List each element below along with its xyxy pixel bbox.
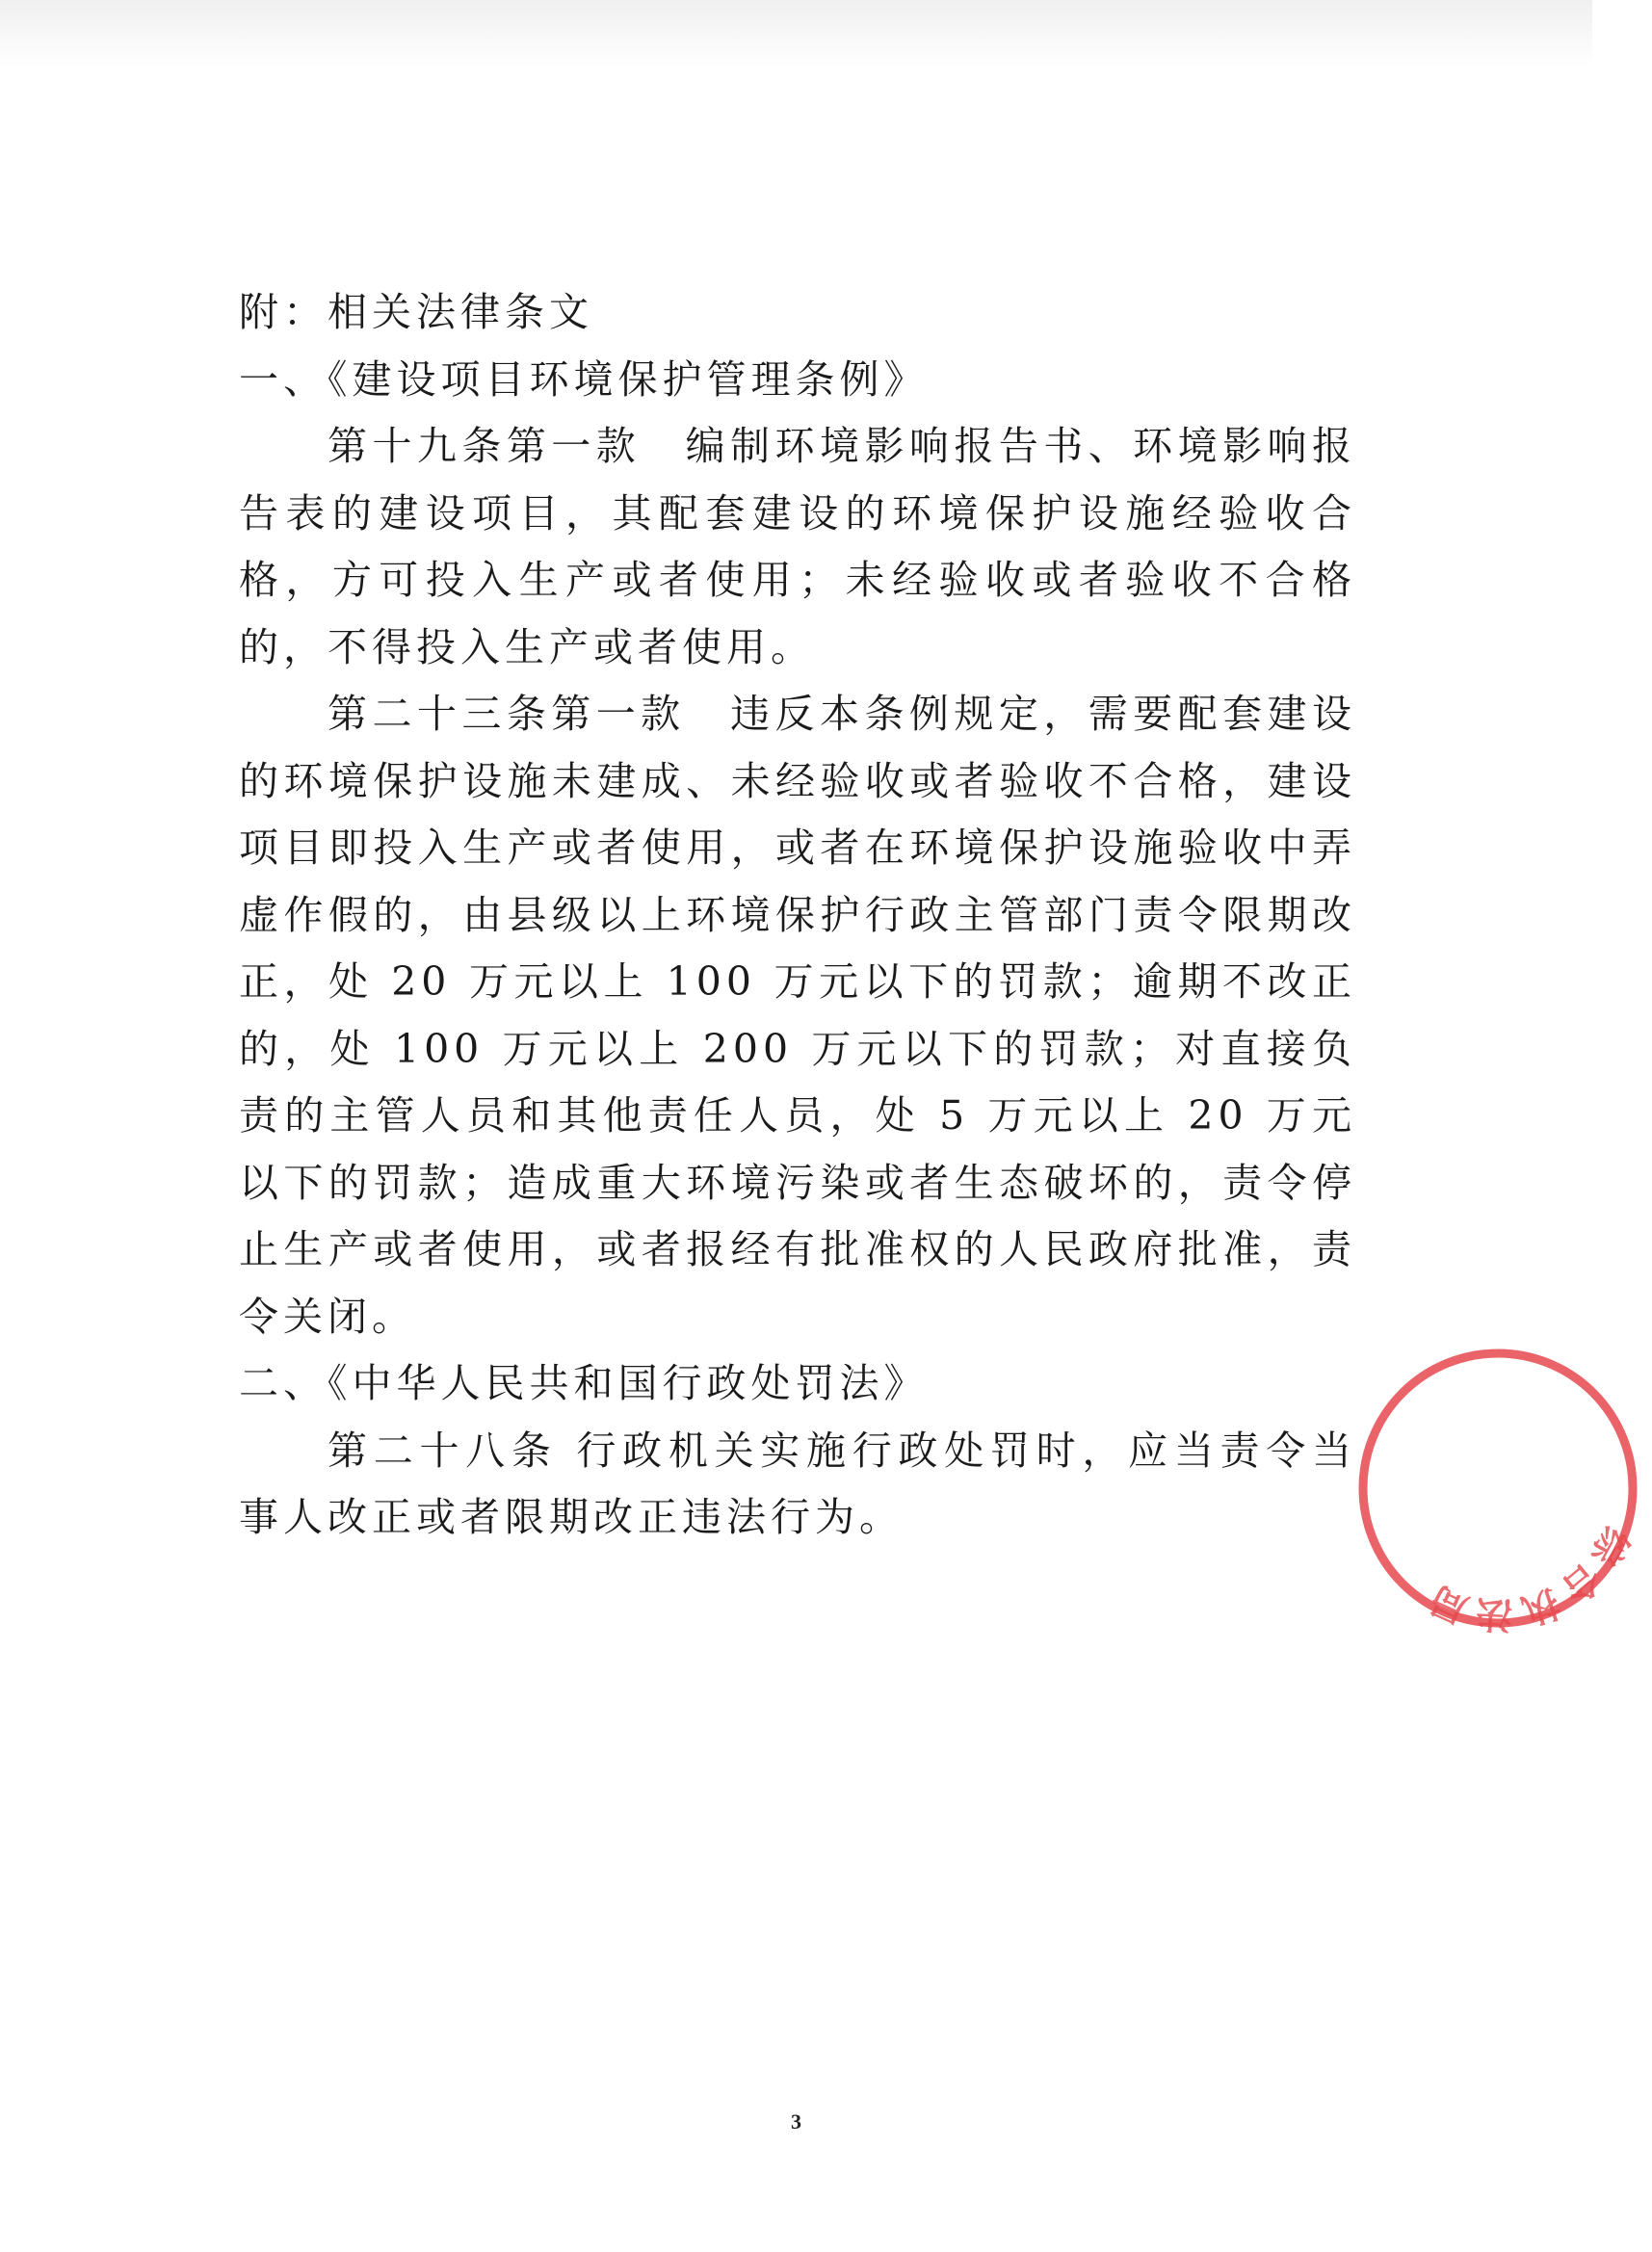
- scan-edge-shadow: [0, 0, 1592, 67]
- section-heading: 二、《中华人民共和国行政处罚法》: [239, 1360, 929, 1406]
- official-seal-stamp: [1344, 1334, 1652, 1642]
- page-number: 3: [791, 2109, 801, 2134]
- seal-text: 综合执法局: [1418, 1520, 1638, 1637]
- svg-text:综合执法局: [1418, 1520, 1638, 1637]
- document-body: [239, 279, 1356, 1552]
- law-article-paragraph: 第二十八条 行政机关实施行政处罚时，应当责令当事人改正或者限期改正违法行为。: [239, 1427, 1356, 1540]
- law-article-paragraph: 第十九条第一款 编制环境影响报告书、环境影响报告表的建设项目，其配套建设的环境保护设施经验收合格，方可投入生产或者使用；未经验收或者验收不合格的，不得投入生产或者使用。: [239, 423, 1356, 670]
- section-heading: 一、《建设项目环境保护管理条例》: [239, 355, 929, 403]
- law-article-paragraph: 第二十三条第一款 违反本条例规定，需要配套建设的环境保护设施未建成、未经验收或者验收不合格，建设项目即投入生产或者使用，或者在环境保护设施验收中弄虚作假的，由县级以上环境保护行政主管部门责令限期改正，处 20 万元以上 100 万元以下的罚款；逾期不改正的，处 100 万元以上 200 万元以下的罚款；对直接负责的主管人员和其他责任人员，处 5 万元以上 20 万元以下的罚款；造成重大环境污染或者生态破坏的，责令停止生产或者使用，或者报经有批准权的人民政府批准，责令关闭。: [239, 691, 1356, 1340]
- appendix-heading: 附：相关法律条文: [239, 289, 593, 335]
